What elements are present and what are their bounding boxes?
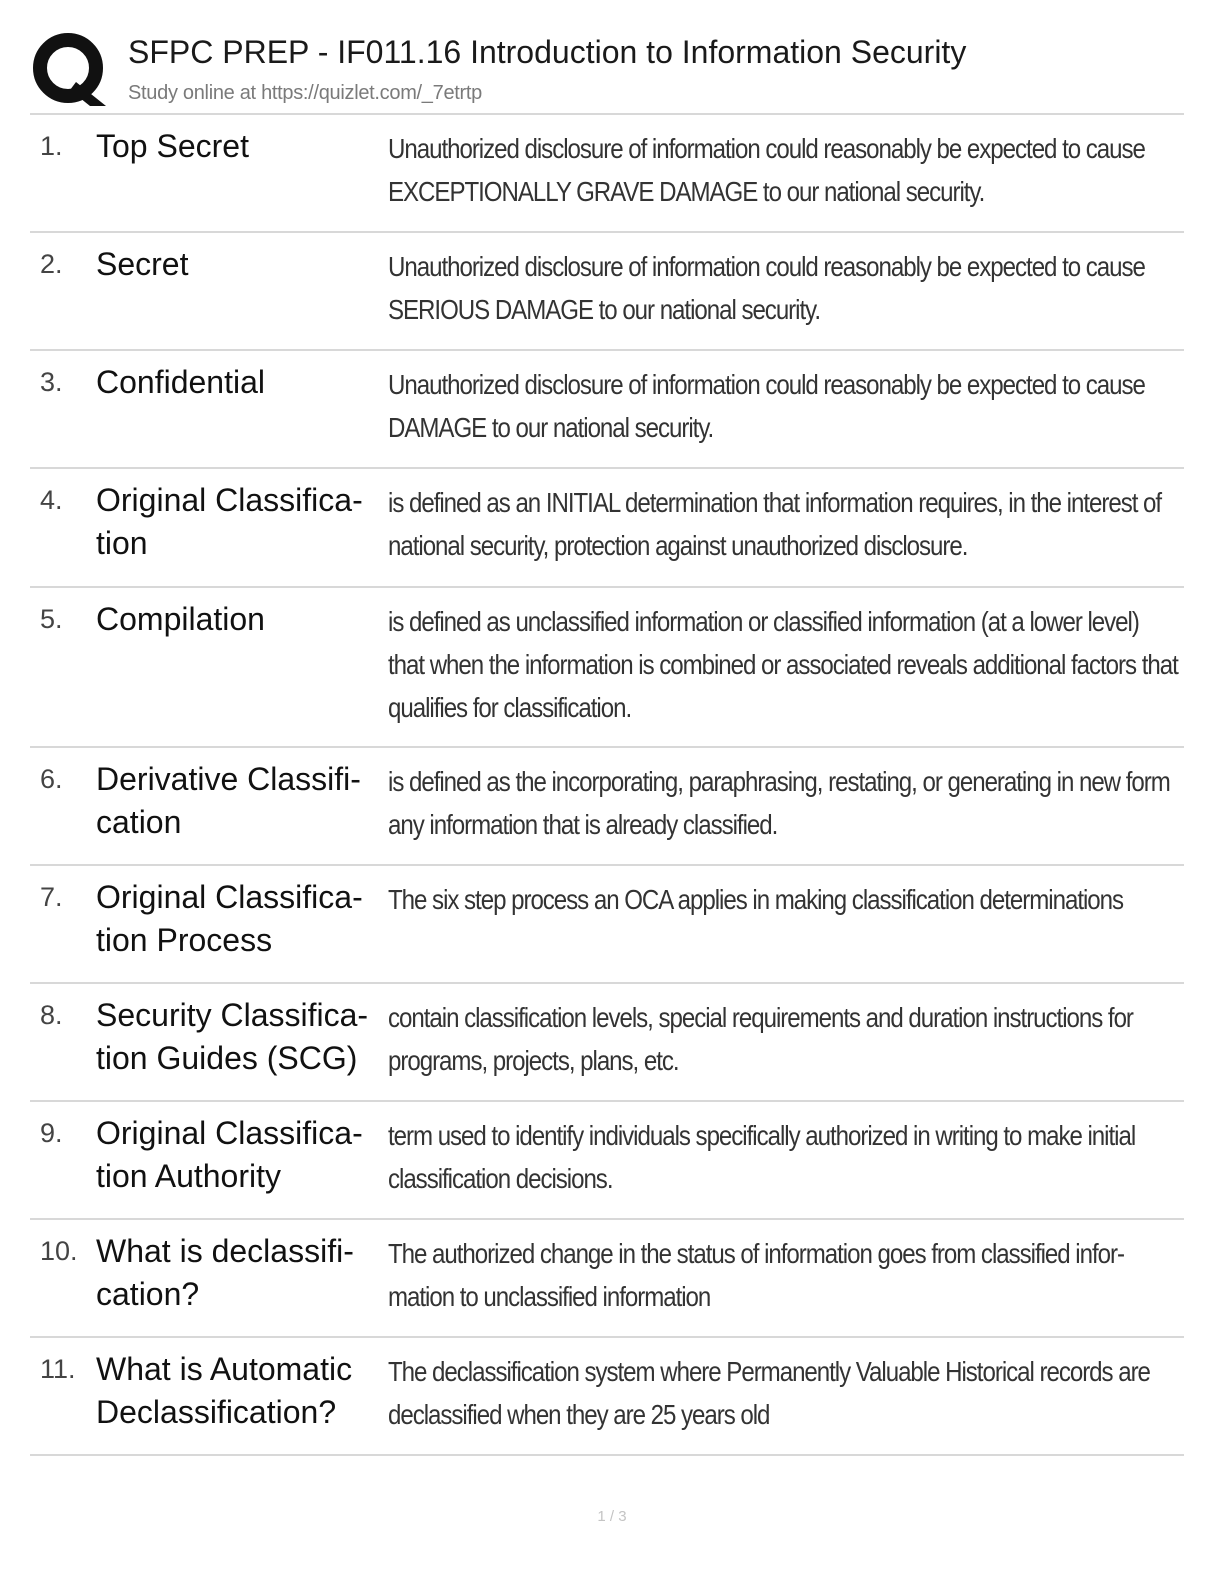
flashcard-row [30, 351, 1184, 469]
card-definition: Unauthorized disclosure of information could reasonably be expected to cause SERIOUS DAMAGE to our national security. [388, 251, 1145, 325]
card-number: 11. [40, 1354, 76, 1384]
flashcard-row [30, 866, 1184, 984]
flashcard-row [30, 115, 1184, 233]
card-term: Original Classifica-tion Authority [96, 1115, 363, 1194]
card-number: 9. [40, 1118, 63, 1148]
flashcard-row [30, 1220, 1184, 1338]
card-term: Top Secret [96, 128, 249, 164]
card-definition: is defined as unclassified information or classified information (at a lower level) that when the information is combined or associated reveals additional factors that qualifies for classification. [388, 606, 1178, 723]
page-header [30, 28, 1184, 114]
card-term: Original Classifica-tion Process [96, 879, 363, 958]
quizlet-logo-icon [30, 30, 110, 110]
card-definition: is defined as an INITIAL determination that information requires, in the interest of national security, protection against unauthorized disclosure. [388, 487, 1162, 561]
flashcard-list [30, 115, 1184, 1456]
flashcard-row [30, 748, 1184, 866]
card-number: 10. [40, 1236, 78, 1266]
card-definition: is defined as the incorporating, paraphrasing, restating, or generating in new form any information that is already classified. [388, 766, 1170, 840]
card-definition: The declassification system where Permanently Valuable Historical records are declassified when they are 25 years old [388, 1356, 1150, 1430]
study-online-link[interactable]: Study online at https://quizlet.com/_7etrtp [128, 82, 482, 104]
card-definition: The authorized change in the status of information goes from classified infor-mation to unclassified information [388, 1238, 1124, 1312]
card-number: 2. [40, 249, 63, 279]
card-number: 4. [40, 485, 63, 515]
card-term: What is Automatic Declassification? [96, 1351, 353, 1430]
card-definition: term used to identify individuals specifically authorized in writing to make initial classification decisions. [388, 1120, 1136, 1194]
flashcard-row [30, 1102, 1184, 1220]
flashcard-row [30, 1338, 1184, 1456]
page-title: SFPC PREP - IF011.16 Introduction to Information Security [128, 34, 967, 70]
card-term: Compilation [96, 601, 265, 637]
card-number: 7. [40, 882, 63, 912]
flashcard-row [30, 984, 1184, 1102]
page-indicator: 1 / 3 [597, 1508, 627, 1525]
card-definition: Unauthorized disclosure of information could reasonably be expected to cause DAMAGE to our national security. [388, 369, 1145, 443]
card-number: 8. [40, 1000, 63, 1030]
flashcard-row [30, 469, 1184, 588]
card-definition: The six step process an OCA applies in making classification determinations [388, 884, 1124, 915]
card-term: Confidential [96, 364, 265, 400]
card-number: 3. [40, 367, 63, 397]
card-number: 5. [40, 604, 63, 634]
flashcard-row [30, 588, 1184, 748]
card-term: What is declassifi-cation? [96, 1233, 354, 1312]
card-term: Secret [96, 246, 189, 282]
card-definition: Unauthorized disclosure of information could reasonably be expected to cause EXCEPTIONALLY GRAVE DAMAGE to our national security. [388, 133, 1145, 207]
card-number: 6. [40, 764, 63, 794]
card-definition: contain classification levels, special requirements and duration instructions for programs, projects, plans, etc. [388, 1002, 1133, 1076]
card-term: Original Classifica-tion [96, 482, 363, 561]
flashcard-row [30, 233, 1184, 351]
card-term: Security Classifica-tion Guides (SCG) [96, 997, 369, 1076]
card-term: Derivative Classifi-cation [96, 761, 361, 840]
card-number: 1. [40, 131, 63, 161]
